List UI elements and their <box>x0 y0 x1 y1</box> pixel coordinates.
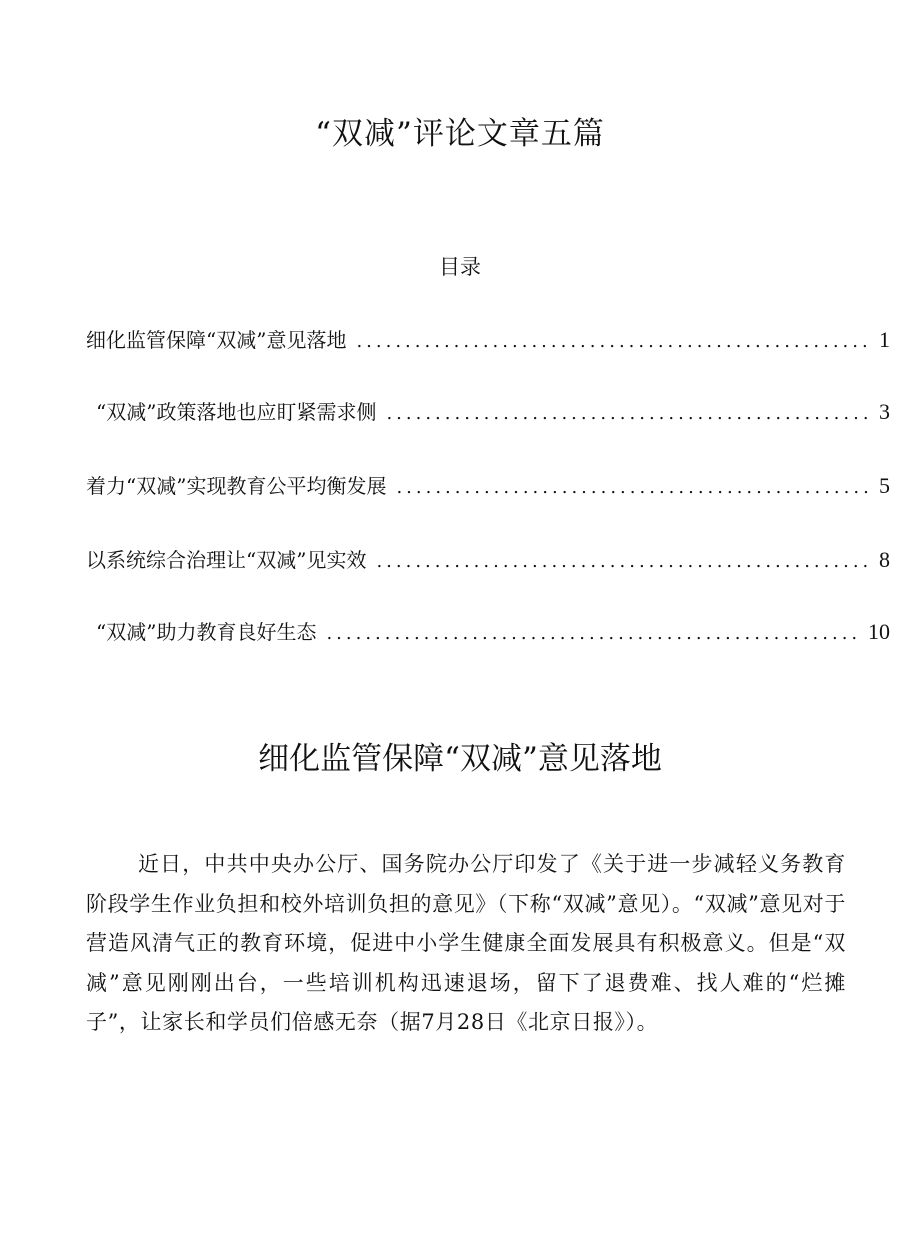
toc-entry[interactable] <box>86 544 890 576</box>
toc-entry-page: 8 <box>879 547 890 572</box>
toc-leader-dots <box>356 326 873 358</box>
toc-entry-page: 1 <box>879 327 890 352</box>
toc-entry[interactable] <box>86 324 890 356</box>
body-paragraph: 近日，中共中央办公厅、国务院办公厅印发了《关于进一步减轻义务教育阶段学生作业负担和校外培训负担的意见》（下称“双减”意见）。“双减”意见对于营造风清气正的教育环境，促进中小学生健康全面发展具有积极意义。但是“双减”意见刚刚出台，一些培训机构迅速退场，留下了退费难、找人难的“烂摊子”，让家长和学员们倍感无奈（据7月28日《北京日报》）。 <box>86 852 846 1034</box>
toc-entry-page: 5 <box>879 473 890 498</box>
toc-heading: 目录 <box>439 255 481 279</box>
toc-entry-page: 3 <box>879 399 890 424</box>
toc-entry-title: 以系统综合治理让“双减”见实效 <box>86 548 367 572</box>
toc-entry[interactable] <box>86 470 890 502</box>
toc-leader-dots <box>376 546 873 578</box>
toc-entry-page: 10 <box>868 619 890 644</box>
document-title: “双减”评论文章五篇 <box>315 116 605 152</box>
toc-entry-title: 着力“双减”实现教育公平均衡发展 <box>86 474 387 498</box>
toc-leader-dots <box>396 472 873 504</box>
toc-entry-title: “双减”政策落地也应盯紧需求侧 <box>96 400 377 424</box>
toc-leader-dots <box>326 618 862 650</box>
toc-entry-title: 细化监管保障“双减”意见落地 <box>86 328 347 352</box>
section-title: 细化监管保障“双减”意见落地 <box>258 741 662 777</box>
toc-entry-title: “双减”助力教育良好生态 <box>96 620 317 644</box>
toc-entry[interactable] <box>96 396 890 428</box>
toc-entry[interactable] <box>96 616 890 648</box>
toc-leader-dots <box>386 398 873 430</box>
